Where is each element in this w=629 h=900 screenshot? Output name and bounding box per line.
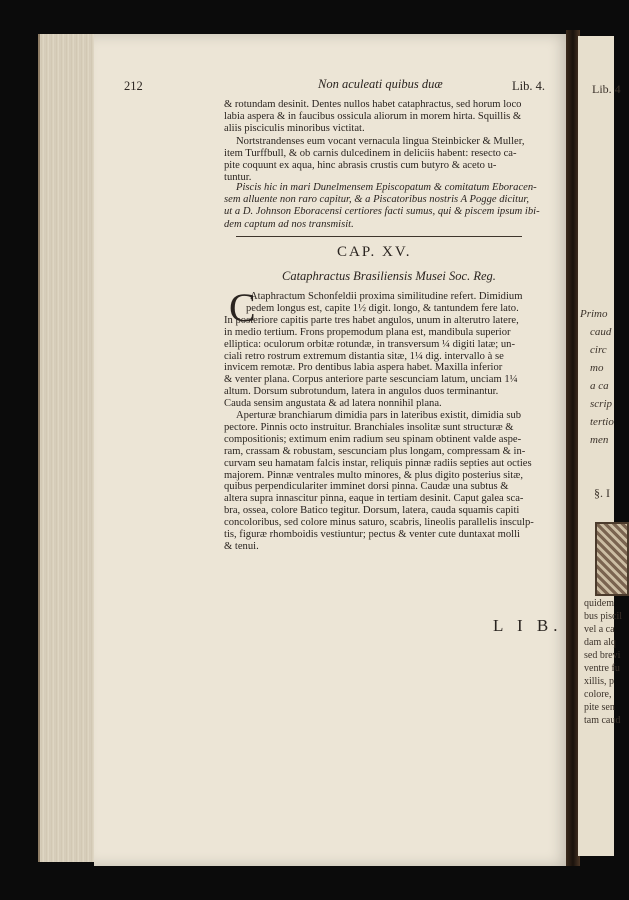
body-line: quibus perpendiculariter imminet dorsi pinna. Caudæ una subtus &	[224, 481, 509, 493]
note-line: dem captum ad nos transmisit.	[224, 218, 354, 230]
chapter-subtitle: Cataphractus Brasiliensis Musei Soc. Reg.	[282, 269, 496, 283]
text-line: pite coquunt ex aqua, hinc abrasis crustis cum butyro & aceto u-	[224, 160, 497, 171]
right-page-section: §. I	[594, 486, 610, 500]
section-rule	[236, 236, 522, 237]
text-line: & rotundam desinit. Dentes nullos habet cataphractus, sed horum loco	[224, 99, 522, 110]
body-line: concoloribus, sed colore minus saturo, scabris, lineolis parallelis insculp-	[224, 517, 534, 529]
right-page-roman-line: pite sen	[584, 702, 615, 713]
body-line: elliptica: oculorum orbitæ rotundæ, in transversum ¼ digiti latæ; un-	[224, 338, 515, 350]
right-page-roman-line: sed brevi	[584, 650, 621, 661]
body-line: bra, ossea, colore Batico tegitur. Dorsum, latera, cauda squamis capiti	[224, 505, 520, 517]
right-page-header: Lib. 4	[592, 82, 621, 96]
text-line: tuntur.	[224, 172, 252, 184]
right-page-roman-line: vel a ca	[584, 624, 615, 635]
right-page-roman-line: bus piscil	[584, 611, 623, 622]
right-page-roman-line: dam alq	[584, 637, 616, 648]
right-page-italic-line: a ca	[590, 380, 609, 392]
body-line: compositionis; extimum enim radium seu spinam obtinent valde aspe-	[224, 433, 522, 445]
decorated-initial	[595, 522, 629, 596]
page-number: 212	[124, 79, 143, 93]
right-page-italic-line: men	[590, 434, 609, 446]
body-line: Aperturæ branchiarum dimidia pars in lateribus existit, dimidia sub	[236, 410, 522, 421]
right-page-italic-line: scrip	[590, 398, 612, 410]
right-page-italic-line: caud	[590, 326, 612, 338]
running-title: Non aculeati quibus duæ	[318, 77, 443, 91]
right-page-roman-line: ventre fu	[584, 663, 620, 674]
body-line: Cauda sensim angustata & ad latera nonnihil plana.	[224, 398, 442, 410]
text-line: item Turffbull, & ob carnis dulcedinem in deliciis habent: resecto ca-	[224, 147, 517, 159]
note-line: ut a D. Johnson Eboracensi certiores facti sumus, qui & piscem ipsum ibi-	[224, 206, 540, 218]
body-line: altera supra innascitur pinna, eaque in tertiam desinit. Caput galea sca-	[224, 493, 524, 505]
body-line: ram, crassam & robustam, sescunciam plus longam, compressam & in-	[224, 445, 526, 457]
body-line: majorem. Pinnæ ventrales multo minores, & plus digito posterius sitæ,	[224, 469, 523, 481]
right-page-italic-line: tertio	[590, 416, 614, 428]
book-number: Lib. 4.	[512, 79, 545, 93]
body-line: In posteriore capitis parte tres habet angulos, unum in alterutro latere,	[224, 314, 519, 326]
body-line: tis, figuræ rhomboidis vestiuntur; pectus & venter cute duntaxat molli	[224, 529, 520, 540]
body-line: ciali retro rostrum extremum distantia sitæ, 1¼ dig. intervallo à se	[224, 350, 504, 362]
drop-initial: C	[229, 285, 256, 330]
text-line: labia aspera & in faucibus ossicula aliorum in morem hirta. Squillis &	[224, 111, 522, 123]
page-edges	[38, 34, 98, 862]
right-page-roman-line: colore,	[584, 689, 612, 700]
note-line: sem alluente non raro capitur, & a Piscatoribus nostris A Pogge dicitur,	[224, 194, 529, 206]
body-line: & venter plana. Corpus anteriore parte sescunciam latum, unciam 1¼	[224, 374, 518, 386]
right-page-roman-line: tam caud	[584, 715, 621, 726]
right-page-roman-line: xillis, p	[584, 676, 615, 687]
body-line: pedem longus est, capite 1½ digit. longo, & tantundem fere lato.	[246, 302, 519, 314]
body-line: curvam seu hamatam falcis instar, reliquis pinnæ radiis septies aut octies	[224, 457, 532, 469]
note-line: Piscis hic in mari Dunelmensem Episcopatum & comitatum Eboracen-	[236, 182, 537, 193]
body-line: invicem remotæ. Pro dentibus labia aspera habet. Maxilla inferior	[224, 362, 503, 374]
right-page-italic-line: Primo	[580, 308, 608, 320]
text-line: aliis pisciculis minoribus victitat.	[224, 123, 365, 135]
text-line: Nortstrandenses eum vocant vernacula lingua Steinbicker & Muller,	[236, 135, 525, 147]
body-line: & tenui.	[224, 540, 259, 552]
right-page-roman-line: quidem	[584, 598, 614, 609]
chapter-heading: CAP. XV.	[337, 244, 412, 260]
right-page-italic-line: circ	[590, 344, 607, 356]
body-line: altum. Dorsum subrotundum, latera in angulos duos terminantur.	[224, 386, 499, 398]
right-page-fragment	[578, 36, 623, 856]
body-line: pectore. Pinnis octo instruitur. Branchiales insolitæ sunt structuræ &	[224, 421, 514, 433]
body-line: in medio tertium. Frons propemodum plana est, mandibula superior	[224, 326, 511, 338]
catchword: L I B.	[493, 616, 563, 635]
body-line: Ataphractum Schonfeldii proxima similitudine refert. Dimidium	[250, 291, 523, 302]
right-page-italic-line: mo	[590, 362, 604, 374]
